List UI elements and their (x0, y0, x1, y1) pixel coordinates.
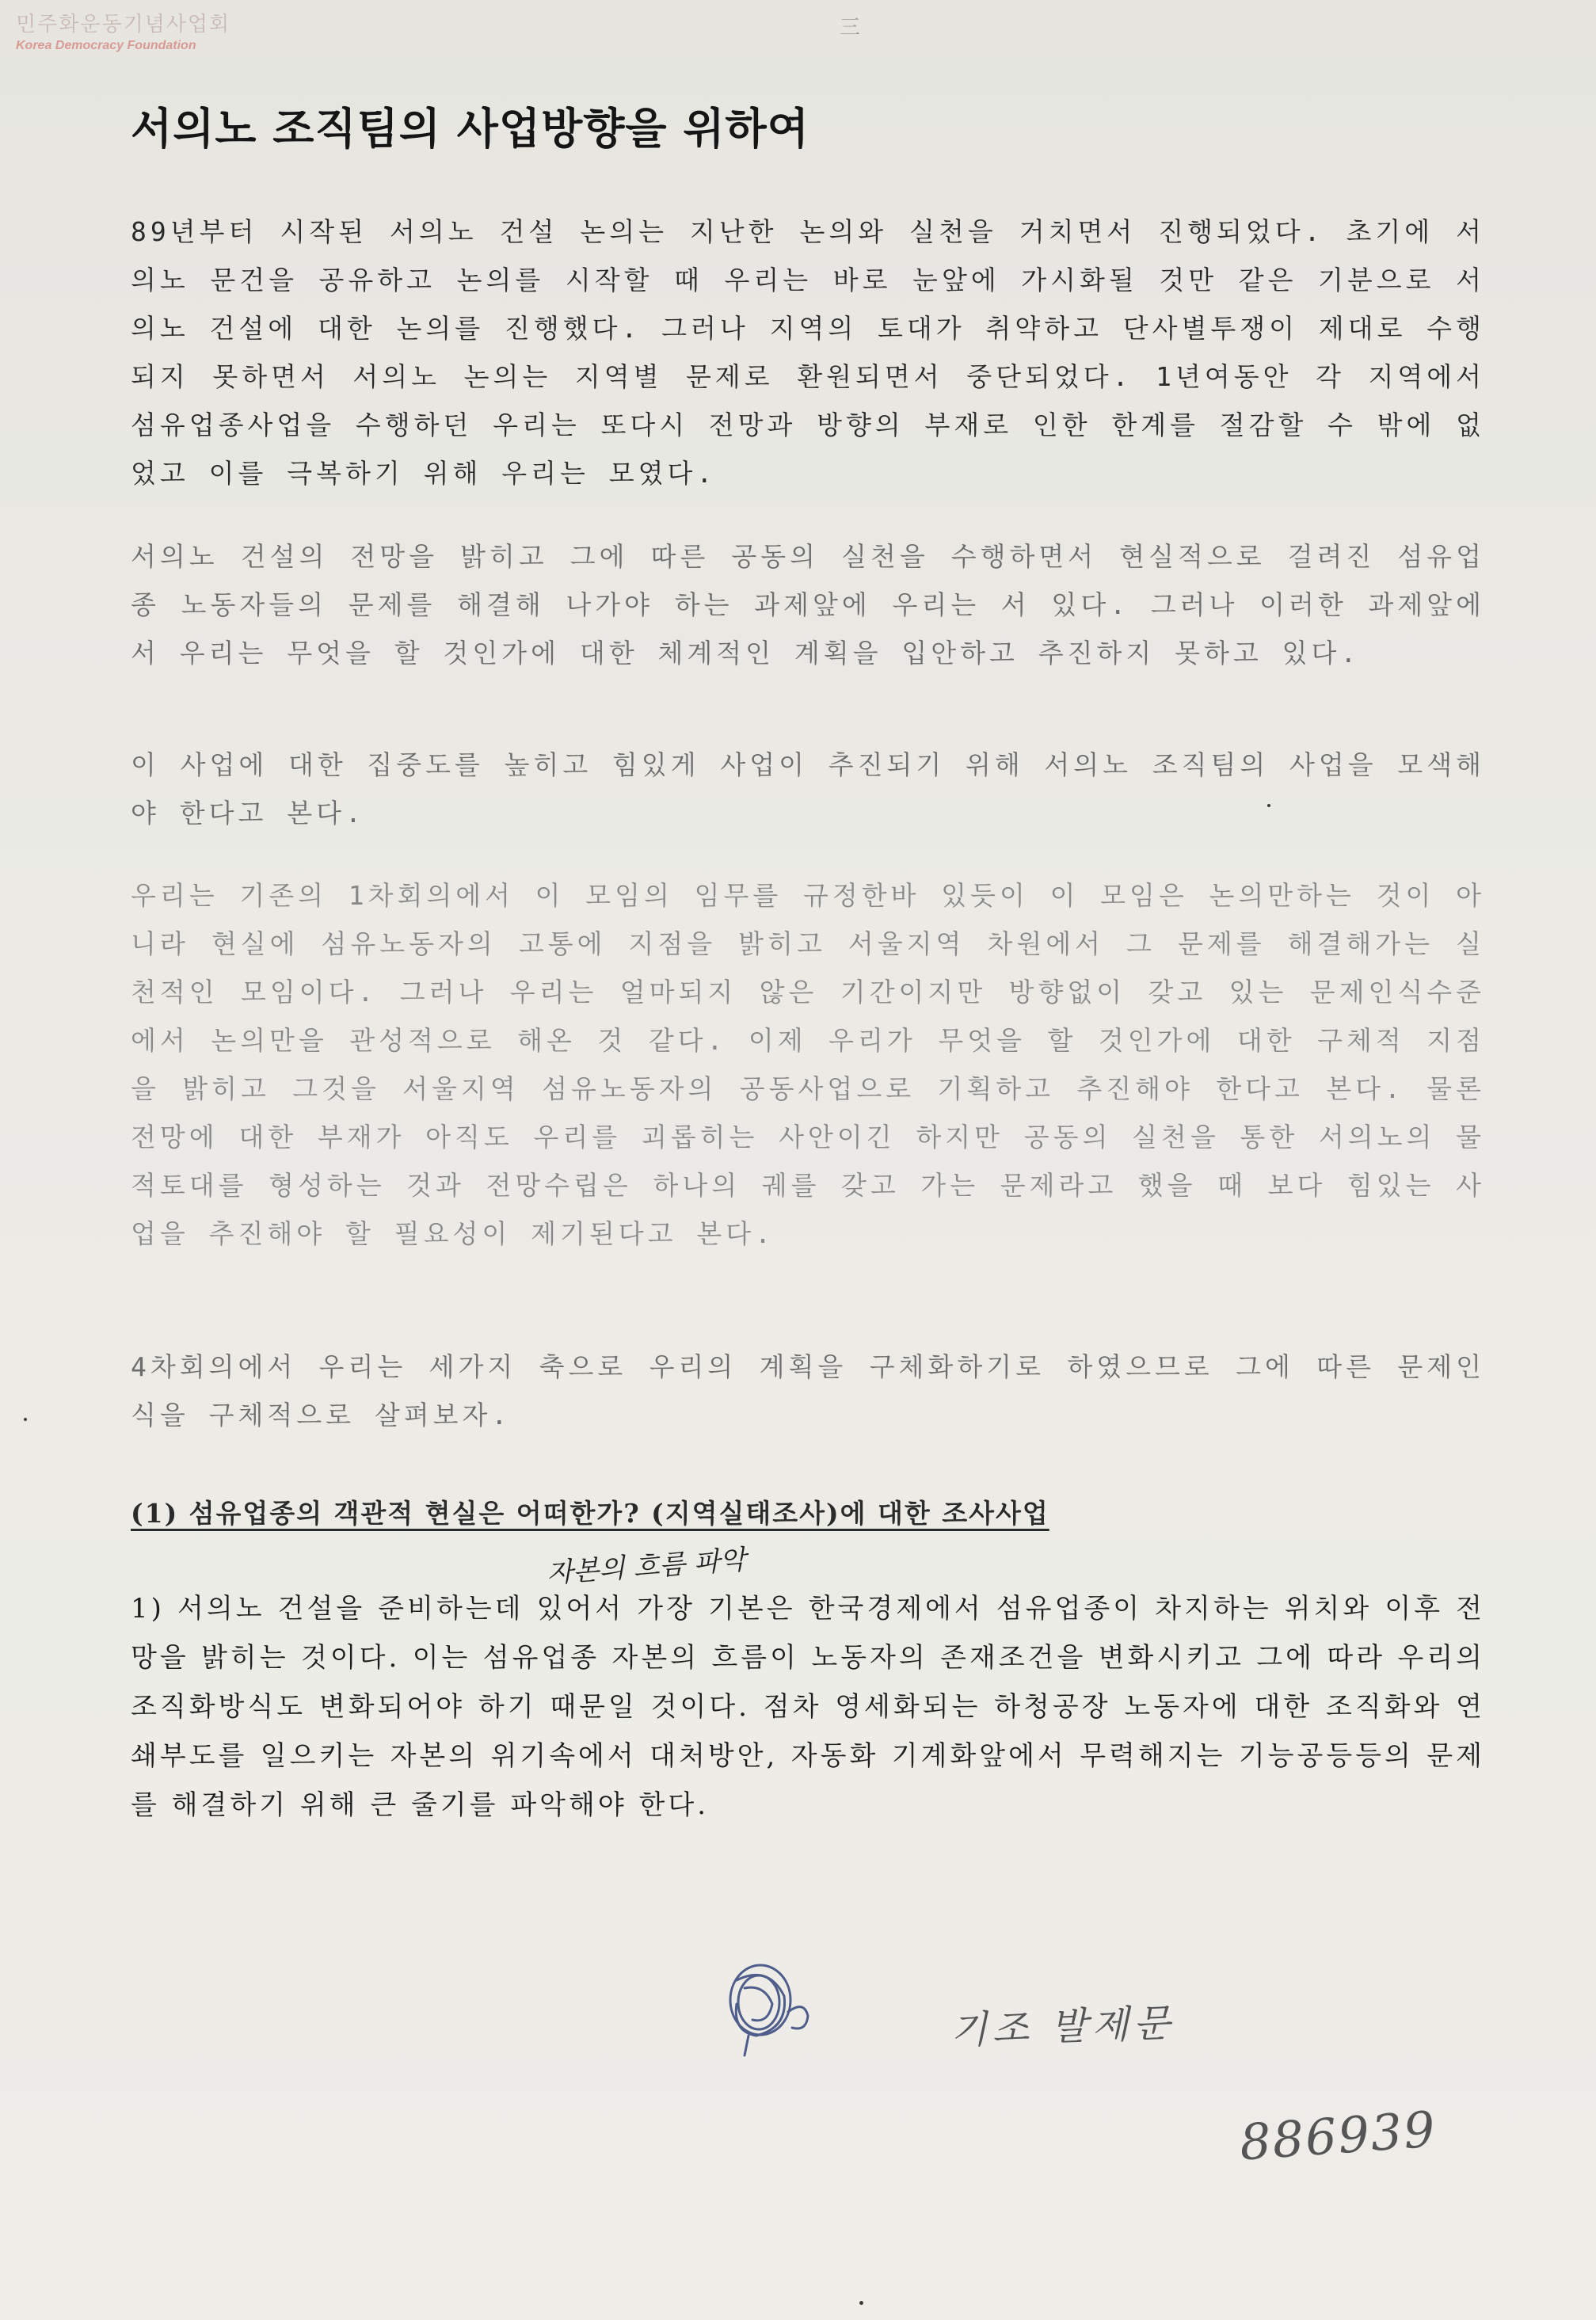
paragraph-4: 우리는 기존의 1차회의에서 이 모임의 임무를 규정한바 있듯이 이 모임은 논의만하는 것이 아니라 현실에 섬유노동자의 고통에 지점을 밝히고 서울지역 차원에서 그 문제를 해결해가는 실천적인 모임이다. 그러나 우리는 얼마되지 않은 기간이지만 방향없이 갖고 있는 문제인식수준에서 논의만을 관성적으로 해온 것 같다. 이제 우리가 무엇을 할 것인가에 대한 구체적 지점을 밝히고 그것을 서울지역 섬유노동자의 공동사업으로 기획하고 추진해야 한다고 본다. 물론 전망에 대한 부재가 아직도 우리를 괴롭히는 사안이긴 하지만 공동의 실천을 통한 서의노의 물적토대를 형성하는 것과 전망수립은 하나의 궤를 갖고 가는 문제라고 했을 때 보다 힘있는 사업을 추진해야 할 필요성이 제기된다고 본다. (131, 880, 1485, 1249)
dust-speck (24, 1418, 27, 1421)
paragraph-3: 이 사업에 대한 집중도를 높히고 힘있게 사업이 추진되기 위해 서의노 조직팀의 사업을 모색해야 한다고 본다. (131, 749, 1485, 829)
dust-speck (1267, 804, 1270, 807)
paragraph-5: 4차회의에서 우리는 세가지 축으로 우리의 계획을 구체화하기로 하였으므로 그에 따른 문제인식을 구체적으로 살펴보자. (131, 1351, 1485, 1430)
section-heading: (1) 섬유업종의 객관적 현실은 어떠한가? (지역실태조사)에 대한 조사사업 (131, 1498, 1049, 1529)
handwritten-annotation: 자본의 흐름 파악 (546, 1544, 747, 1590)
watermark-korean: 민주화운동기념사업회 (16, 13, 231, 36)
dust-speck (859, 2301, 863, 2305)
top-mark: 三 (840, 16, 861, 40)
signature-scribble-icon (713, 1956, 840, 2059)
watermark-english: Korea Democracy Foundation (16, 39, 196, 52)
paragraph-1: 89년부터 시작된 서의노 건설 논의는 지난한 논의와 실천을 거치면서 진행되었다. 초기에 서의노 문건을 공유하고 논의를 시작할 때 우리는 바로 눈앞에 가시화될 것만 같은 기분으로 서의노 건설에 대한 논의를 진행했다. 그러나 지역의 토대가 취약하고 단사별투쟁이 제대로 수행되지 못하면서 서의노 논의는 지역별 문제로 환원되면서 중단되었다. 1년여동안 각 지역에서 섬유업종사업을 수행하던 우리는 또다시 전망과 방향의 부재로 인한 한계를 절감할 수 밖에 없었고 이를 극복하기 위해 우리는 모였다. (131, 216, 1485, 489)
paragraph-2: 서의노 건설의 전망을 밝히고 그에 따른 공동의 실천을 수행하면서 현실적으로 걸려진 섬유업종 노동자들의 문제를 해결해 나가야 하는 과제앞에 우리는 서 있다. 그러나 이러한 과제앞에서 우리는 무엇을 할 것인가에 대한 체계적인 계획을 입안하고 추진하지 못하고 있다. (131, 541, 1485, 669)
document-number: 886939 (1237, 2100, 1438, 2172)
foundation-watermark (16, 11, 253, 54)
paragraph-6: 1) 서의노 건설을 준비하는데 있어서 가장 기본은 한국경제에서 섬유업종이 차지하는 위치와 이후 전망을 밝히는 것이다. 이는 섬유업종 자본의 흐름이 노동자의 존재조건을 변화시키고 그에 따라 우리의 조직화방식도 변화되어야 하기 때문일 것이다. 점차 영세화되는 하청공장 노동자에 대한 조직화와 연쇄부도를 일으키는 자본의 위기속에서 대처방안, 자동화 기계화앞에서 무력해지는 기능공등등의 문제를 해결하기 위해 큰 줄기를 파악해야 한다. (131, 1593, 1485, 1821)
handwritten-note: 기조 발제문 (950, 2001, 1176, 2053)
document-title: 서의노 조직팀의 사업방향을 위하여 (131, 104, 809, 154)
